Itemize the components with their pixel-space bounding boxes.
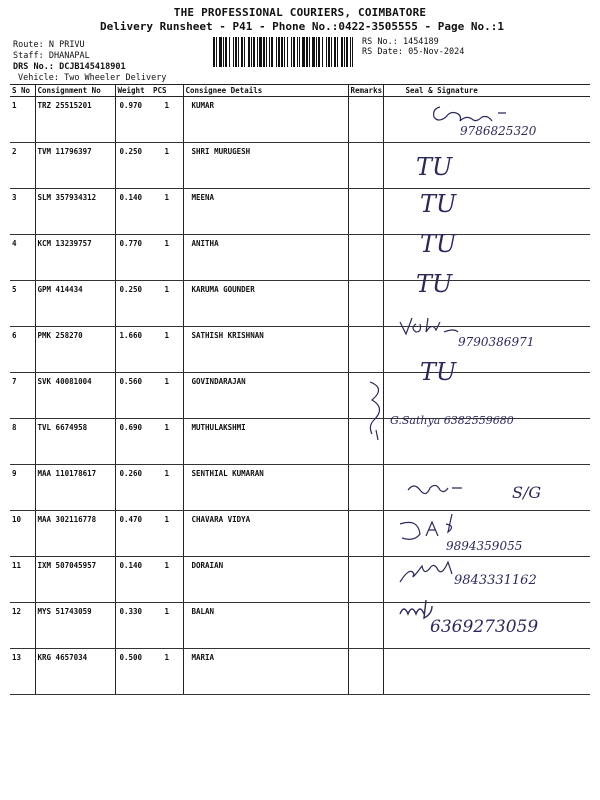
col-header-remarks: Remarks	[348, 85, 383, 97]
row-pcs: 1	[151, 373, 183, 419]
row-remarks	[348, 327, 383, 373]
rs-date-label: RS Date:	[362, 47, 403, 57]
row-weight: 0.260	[115, 465, 151, 511]
row-consignment-no: IXM 507045957	[35, 557, 115, 603]
table-row	[10, 143, 590, 189]
row-weight: 0.250	[115, 143, 151, 189]
table-row	[10, 557, 590, 603]
handwriting-row-13: 6369273059	[430, 617, 539, 637]
handwriting-row-6: 9790386971	[458, 335, 535, 349]
row-sno: 10	[10, 511, 35, 557]
row-consignee: DORAIAN	[183, 557, 348, 603]
table-row	[10, 327, 590, 373]
row-signature-cell	[383, 511, 590, 557]
row-consignee: MARIA	[183, 649, 348, 695]
row-remarks	[348, 649, 383, 695]
row-weight: 0.330	[115, 603, 151, 649]
route-label: Route:	[13, 40, 44, 50]
col-header-signature: Seal & Signature	[383, 85, 590, 97]
row-signature-cell	[383, 649, 590, 695]
row-sno: 6	[10, 327, 35, 373]
row-sno: 7	[10, 373, 35, 419]
table-header-row	[10, 85, 590, 97]
vehicle-label: Vehicle:	[18, 73, 59, 83]
row-sno: 3	[10, 189, 35, 235]
row-pcs: 1	[151, 327, 183, 373]
rs-no-line	[362, 37, 439, 47]
row-remarks	[348, 143, 383, 189]
row-weight: 0.140	[115, 189, 151, 235]
row-consignment-no: MAA 302116778	[35, 511, 115, 557]
row-consignment-no: KCM 13239757	[35, 235, 115, 281]
row-weight: 0.560	[115, 373, 151, 419]
row-weight: 1.660	[115, 327, 151, 373]
route-line	[13, 40, 85, 50]
company-title: THE PROFESSIONAL COURIERS, COIMBATORE	[173, 6, 427, 19]
row-weight: 0.470	[115, 511, 151, 557]
row-remarks	[348, 603, 383, 649]
rs-date-value: 05-Nov-2024	[408, 47, 465, 57]
table-row	[10, 603, 590, 649]
row-signature-cell	[383, 143, 590, 189]
runsheet-table	[10, 84, 590, 695]
row-signature-cell	[383, 327, 590, 373]
row-remarks	[348, 373, 383, 419]
row-pcs: 1	[151, 143, 183, 189]
row-remarks	[348, 511, 383, 557]
row-weight: 0.500	[115, 649, 151, 695]
row-consignee: MUTHULAKSHMI	[183, 419, 348, 465]
row-consignee: SENTHIAL KUMARAN	[183, 465, 348, 511]
table-row	[10, 511, 590, 557]
table-row	[10, 189, 590, 235]
table-row	[10, 281, 590, 327]
svg-text:TU: TU	[416, 153, 453, 181]
row-remarks	[348, 419, 383, 465]
col-header-consignee: Consignee Details	[183, 85, 348, 97]
row-sno: 2	[10, 143, 35, 189]
row-pcs: 1	[151, 511, 183, 557]
row-sno: 11	[10, 557, 35, 603]
col-header-pcs: PCS	[151, 85, 183, 97]
row-signature-cell	[383, 235, 590, 281]
rs-no-value: 1454189	[402, 37, 439, 47]
row-remarks	[348, 557, 383, 603]
row-sno: 8	[10, 419, 35, 465]
row-consignee: BALAN	[183, 603, 348, 649]
row-consignment-no: SLM 357934312	[35, 189, 115, 235]
row-weight: 0.690	[115, 419, 151, 465]
row-consignee: MEENA	[183, 189, 348, 235]
row-consignee: ANITHA	[183, 235, 348, 281]
row-consignee: SATHISH KRISHNAN	[183, 327, 348, 373]
table-row	[10, 419, 590, 465]
row-consignee: SHRI MURUGESH	[183, 143, 348, 189]
runsheet-subtitle: Delivery Runsheet - P41 - Phone No.:0422-3505555 - Page No.:1	[100, 20, 504, 33]
handwriting-row-12: 9843331162	[454, 573, 537, 588]
svg-text:TU: TU	[420, 190, 457, 218]
row-pcs: 1	[151, 97, 183, 143]
svg-text:TU: TU	[420, 230, 457, 258]
row-weight: 0.770	[115, 235, 151, 281]
drs-label: DRS No.:	[13, 62, 54, 72]
row-remarks	[348, 465, 383, 511]
row-consignee: CHAVARA VIDYA	[183, 511, 348, 557]
barcode-icon	[213, 37, 353, 67]
row-remarks	[348, 97, 383, 143]
table-row	[10, 465, 590, 511]
staff-label: Staff:	[13, 51, 44, 61]
row-sno: 12	[10, 603, 35, 649]
rs-date-line	[362, 47, 464, 57]
staff-value: DHANAPAL	[48, 51, 90, 61]
row-weight: 0.970	[115, 97, 151, 143]
row-consignment-no: PMK 258270	[35, 327, 115, 373]
row-remarks	[348, 235, 383, 281]
table-row	[10, 373, 590, 419]
row-sno: 13	[10, 649, 35, 695]
table-row	[10, 235, 590, 281]
row-signature-cell	[383, 465, 590, 511]
row-pcs: 1	[151, 281, 183, 327]
row-remarks	[348, 281, 383, 327]
vehicle-value: Two Wheeler Delivery	[64, 73, 167, 83]
svg-text:TU: TU	[420, 358, 457, 386]
row-signature-cell	[383, 373, 590, 419]
svg-text:TU: TU	[416, 270, 453, 298]
row-consignment-no: TVL 6674958	[35, 419, 115, 465]
row-sno: 5	[10, 281, 35, 327]
row-signature-cell	[383, 189, 590, 235]
row-pcs: 1	[151, 649, 183, 695]
row-consignment-no: MAA 110178617	[35, 465, 115, 511]
handwriting-row-8: G.Sathya 6382559680	[390, 414, 514, 427]
col-header-consignment: Consignment No	[35, 85, 115, 97]
row-consignment-no: TRZ 25515201	[35, 97, 115, 143]
handwriting-row-11: 9894359055	[446, 539, 523, 553]
row-pcs: 1	[151, 557, 183, 603]
drs-value: DCJB145418901	[59, 62, 126, 72]
handwriting-row-10: S/G	[512, 483, 542, 502]
row-signature-cell	[383, 97, 590, 143]
col-header-weight: Weight	[115, 85, 151, 97]
handwriting-row-1: 9786825320	[460, 124, 537, 138]
rs-no-label: RS No.:	[362, 37, 398, 47]
row-consignee: KARUMA GOUNDER	[183, 281, 348, 327]
col-header-sno: S No	[10, 85, 35, 97]
row-pcs: 1	[151, 189, 183, 235]
row-pcs: 1	[151, 419, 183, 465]
row-consignment-no: TVM 11796397	[35, 143, 115, 189]
staff-line	[13, 51, 90, 61]
vehicle-line	[18, 73, 166, 83]
row-consignee: KUMAR	[183, 97, 348, 143]
row-weight: 0.140	[115, 557, 151, 603]
row-pcs: 1	[151, 603, 183, 649]
row-sno: 9	[10, 465, 35, 511]
row-sno: 1	[10, 97, 35, 143]
row-weight: 0.250	[115, 281, 151, 327]
row-pcs: 1	[151, 465, 183, 511]
row-pcs: 1	[151, 235, 183, 281]
table-row	[10, 649, 590, 695]
row-sno: 4	[10, 235, 35, 281]
row-signature-cell	[383, 419, 590, 465]
row-remarks	[348, 189, 383, 235]
route-value: N PRIVU	[48, 40, 85, 50]
row-signature-cell	[383, 557, 590, 603]
row-signature-cell	[383, 603, 590, 649]
drs-line	[13, 62, 126, 72]
row-consignment-no: GPM 414434	[35, 281, 115, 327]
row-consignee: GOVINDARAJAN	[183, 373, 348, 419]
row-consignment-no: MYS 51743059	[35, 603, 115, 649]
table-row	[10, 97, 590, 143]
row-consignment-no: KRG 4657034	[35, 649, 115, 695]
row-consignment-no: SVK 40081004	[35, 373, 115, 419]
row-signature-cell	[383, 281, 590, 327]
